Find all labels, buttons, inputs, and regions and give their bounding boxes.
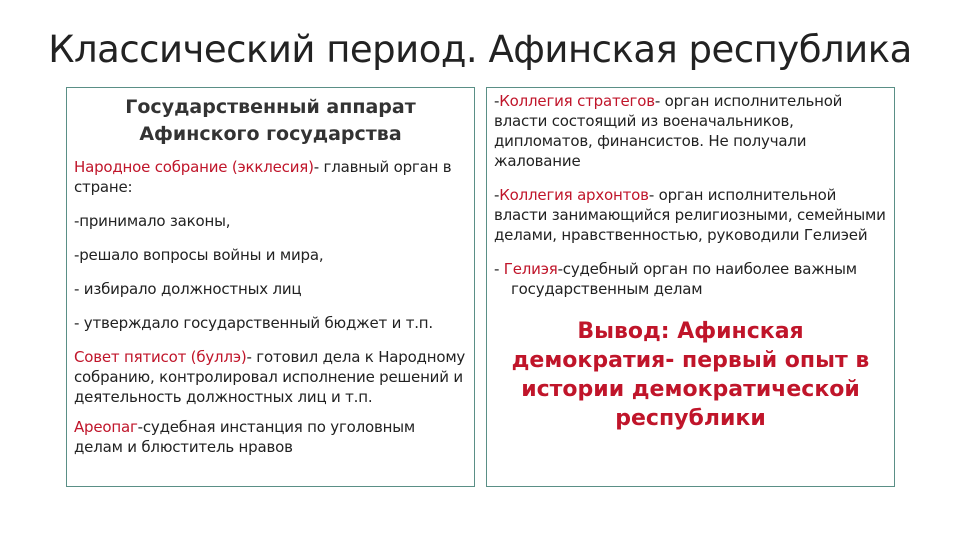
council-term: Совет пятисот (буллэ)	[74, 348, 247, 366]
strategi-definition: - орган исполнительной власти состоящий из военачальников, дипломатов, финансистов. Не получали жалование	[494, 92, 843, 170]
council-paragraph	[74, 347, 467, 407]
strategi-term: Коллегия стратегов	[499, 92, 655, 110]
list-item: -решало вопросы войны и мира,	[74, 246, 324, 264]
heliaia-paragraph	[494, 259, 887, 299]
heading-line-2: Афинского государства	[139, 123, 402, 145]
areopag-paragraph	[74, 417, 467, 457]
strategi-paragraph	[494, 91, 887, 171]
list-item: - утверждало государственный бюджет и т.п.	[74, 314, 433, 332]
list-item: -принимало законы,	[74, 212, 231, 230]
state-apparatus-panel	[66, 87, 475, 487]
heliaia-prefix: -	[494, 260, 504, 278]
institutions-panel	[486, 87, 895, 487]
panel-heading	[74, 94, 467, 148]
areopag-term: Ареопаг	[74, 418, 138, 436]
heliaia-term: Гелиэя	[503, 260, 558, 278]
list-item: - избирало должностных лиц	[74, 280, 302, 298]
strategi-prefix: -	[494, 92, 500, 110]
areopag-definition: -судебная инстанция по уголовным делам и блюститель нравов	[74, 418, 415, 456]
slide-title: Классический период. Афинская республика	[48, 28, 912, 71]
assembly-term: Народное собрание (экклесия)	[74, 158, 314, 176]
assembly-definition: - главный орган в стране:	[74, 158, 452, 196]
conclusion-text: Вывод: Афинская демократия- первый опыт в истории демократической республики	[511, 319, 870, 431]
archons-prefix: -	[494, 186, 500, 204]
council-definition: - готовил дела к Народному собранию, контролировал исполнение решений и деятельность должностных лиц и т.п.	[74, 348, 466, 406]
archons-paragraph	[494, 185, 887, 245]
archons-definition: - орган исполнительной власти занимающийся религиозными, семейными делами, нравственностью, руководили Гелиэей	[494, 186, 886, 244]
assembly-paragraph	[74, 157, 467, 197]
heliaia-definition: -судебный орган по наиболее важным государственным делам	[511, 260, 857, 298]
archons-term: Коллегия архонтов	[499, 186, 649, 204]
heading-line-1: Государственный аппарат	[125, 96, 416, 118]
